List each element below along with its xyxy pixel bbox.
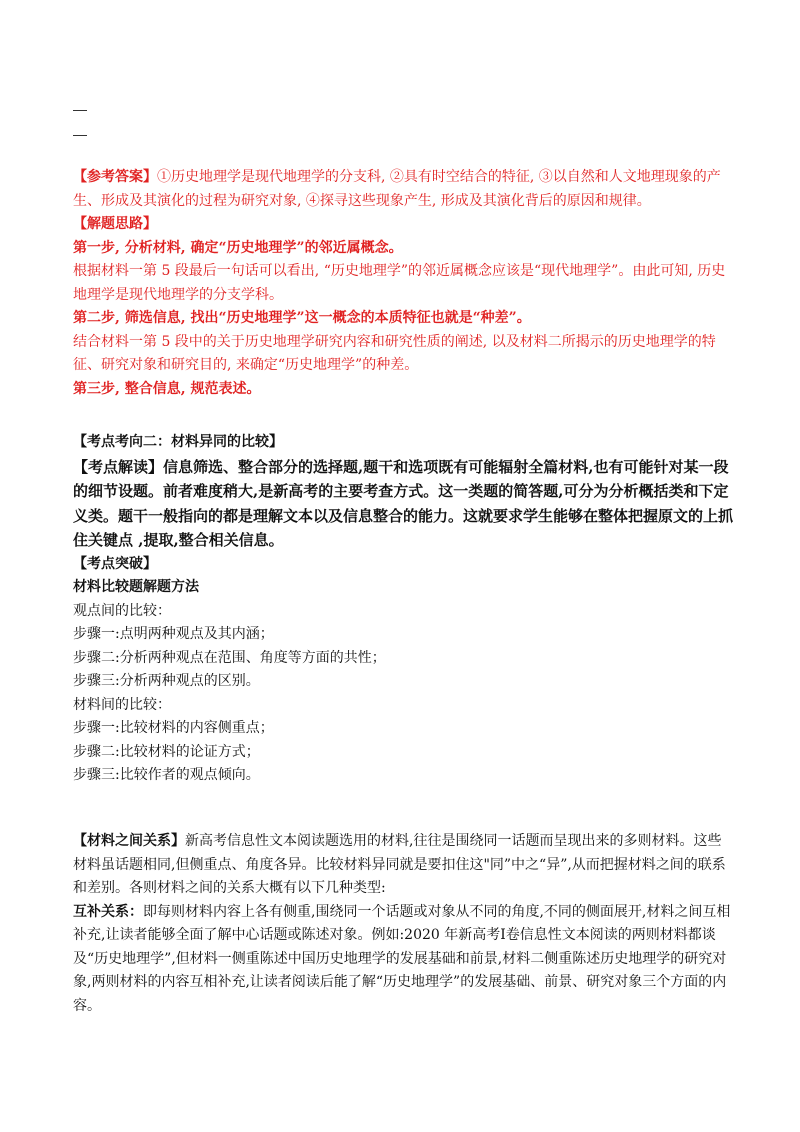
step1-title: 第一步, 分析材料, 确定“历史地理学”的邻近属概念。 — [73, 239, 403, 256]
views-title: 观点间的比较： — [73, 602, 171, 619]
relations-paragraph — [73, 830, 733, 901]
section2 — [73, 431, 733, 788]
materials-step: 步骤三:比较作者的观点倾向。 — [73, 767, 260, 783]
section2-title: 【考点考向二：材料异同的比较】 — [73, 434, 283, 450]
step3-title: 第三步, 整合信息, 规范表述。 — [73, 380, 261, 397]
relations-label: 【材料之间关系】 — [73, 833, 185, 849]
answer-paragraph — [73, 166, 733, 213]
relations-section — [73, 830, 733, 1018]
complement-text: 即每则材料内容上各有侧重,围绕同一个话题或对象从不同的角度,不同的侧面展开,材料之间互相补充,让读者能够全面了解中心话题或陈述对象。例如:2020 年新高考Ⅰ卷信息性文本阅读的两则材料都谈及“历史地理学”,但材料一侧重陈述中国历史地理学的发展基础和前景,材料二侧重陈述历史地理学的研究对象,两则材料的内容互相补充,让读者阅读后能了解“历史地理学”的发展基础、前景、研究对象三个方面的内容。 — [73, 903, 731, 1014]
step2-title: 第二步, 筛选信息, 找出“历史地理学”这一概念的本质特征也就是“种差”。 — [73, 310, 531, 326]
materials-step: 步骤二:比较材料的论证方式； — [73, 743, 260, 760]
relations-text: 新高考信息性文本阅读题选用的材料,往往是围绕同一话题而呈现出来的多则材料。这些材料虽话题相同,但侧重点、角度各异。比较材料异同就是要扣住这"同”中之“异”,从而把握材料之间的联系和差别。各则材料之间的关系大概有以下几种类型: — [73, 833, 726, 896]
dash-line — [73, 110, 87, 111]
complement-label: 互补关系： — [73, 903, 143, 920]
breakthrough-label: 【考点突破】 — [73, 555, 157, 572]
answer-label: 【参考答案】 — [73, 169, 157, 185]
materials-title: 材料间的比较： — [73, 696, 171, 713]
interpret-paragraph — [73, 455, 733, 553]
answer-text: ①历史地理学是现代地理学的分支科, ②具有时空结合的特征, ③以自然和人文地理现象的产生、形成及其演化的过程为研究对象, ④探寻这些现象产生, 形成及其演化背后的原因和规律。 — [73, 169, 721, 209]
views-step: 步骤二:分析两种观点在范围、角度等方面的共性； — [73, 649, 386, 666]
method-title: 材料比较题解题方法 — [73, 579, 199, 595]
complement-paragraph — [73, 901, 733, 1019]
step1-text: 根据材料一第 5 段最后一句话可以看出, “历史地理学”的邻近属概念应该是“现代地理学”。由此可知, 历史地理学是现代地理学的分支学科。 — [73, 263, 726, 303]
views-step: 步骤三:分析两种观点的区别。 — [73, 673, 260, 689]
thinking-heading: 【解题思路】 — [73, 216, 157, 232]
views-step: 步骤一:点明两种观点及其内涵； — [73, 626, 274, 642]
interpret-text: 信息筛选、整合部分的选择题,题干和选项既有可能辐射全篇材料,也有可能针对某一段的细节设题。前者难度稍大,是新高考的主要考查方式。这一类题的简答题,可分为分析概括类和下定义类。题干一般指向的都是理解文本以及信息整合的能力。这就要求学生能够在整体把握原文的上抓住关键点 ,提取,整合相关信息。 — [73, 457, 734, 549]
materials-step: 步骤一:比较材料的内容侧重点； — [73, 720, 274, 736]
interpret-label: 【考点解读】 — [73, 457, 164, 476]
answer-section — [73, 166, 733, 401]
step2-text: 结合材料一第 5 段中的关于历史地理学研究内容和研究性质的阐述, 以及材料二所揭示的历史地理学的特征、研究对象和研究目的, 来确定“历史地理学”的种差。 — [73, 333, 716, 373]
dash-line — [73, 135, 87, 136]
